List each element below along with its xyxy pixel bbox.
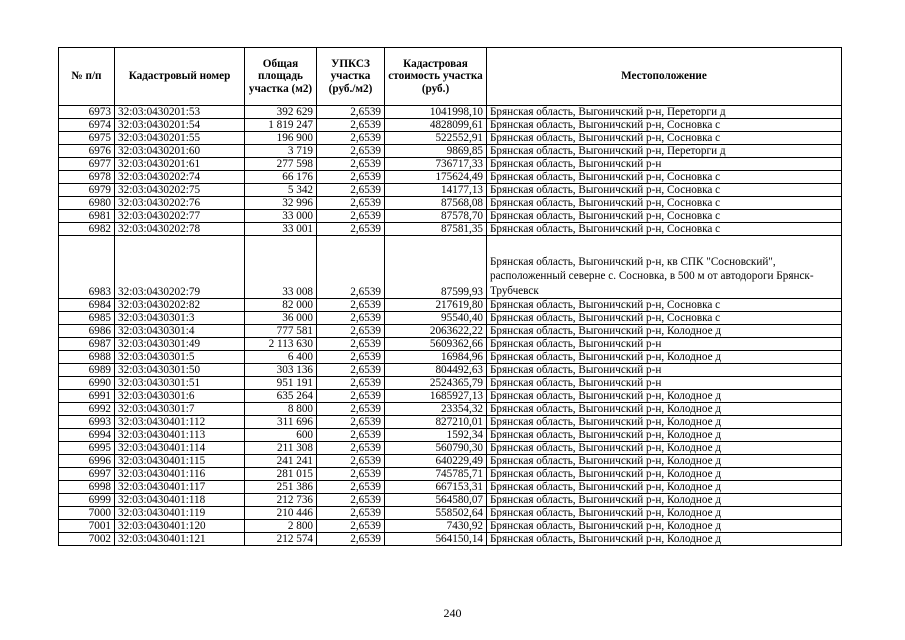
value-cell: 667153,31 bbox=[385, 481, 487, 494]
cadastral-number-cell: 32:03:0430301:50 bbox=[115, 364, 245, 377]
location-cell: Брянская область, Выгоничский р-н, Сосновка с bbox=[487, 210, 842, 223]
location-cell: Брянская область, Выгоничский р-н, Сосновка с bbox=[487, 299, 842, 312]
location-cell: Брянская область, Выгоничский р-н bbox=[487, 338, 842, 351]
table-row bbox=[59, 325, 842, 338]
upksz-cell: 2,6539 bbox=[317, 494, 385, 507]
area-cell: 951 191 bbox=[245, 377, 317, 390]
cadastral-number-cell: 32:03:0430401:116 bbox=[115, 468, 245, 481]
cadastral-number-cell: 32:03:0430202:79 bbox=[115, 236, 245, 299]
area-cell: 251 386 bbox=[245, 481, 317, 494]
value-cell: 804492,63 bbox=[385, 364, 487, 377]
area-cell: 32 996 bbox=[245, 197, 317, 210]
location-cell: Брянская область, Выгоничский р-н, Колодное д bbox=[487, 533, 842, 546]
location-cell: Брянская область, Выгоничский р-н, Колодное д bbox=[487, 494, 842, 507]
cadastral-number-cell: 32:03:0430201:54 bbox=[115, 119, 245, 132]
row-num-cell: 7002 bbox=[59, 533, 115, 546]
cadastral-number-cell: 32:03:0430301:7 bbox=[115, 403, 245, 416]
row-num-cell: 6980 bbox=[59, 197, 115, 210]
row-num-cell: 6973 bbox=[59, 106, 115, 119]
row-num-cell: 6993 bbox=[59, 416, 115, 429]
value-cell: 14177,13 bbox=[385, 184, 487, 197]
row-num-cell: 6994 bbox=[59, 429, 115, 442]
page-number: 240 bbox=[443, 606, 462, 620]
row-num-cell: 7000 bbox=[59, 507, 115, 520]
table-row bbox=[59, 494, 842, 507]
value-cell: 564580,07 bbox=[385, 494, 487, 507]
header-value: Кадастровая стоимость участка (руб.) bbox=[385, 48, 487, 106]
cadastral-number-cell: 32:03:0430201:55 bbox=[115, 132, 245, 145]
value-cell: 87568,08 bbox=[385, 197, 487, 210]
table-row bbox=[59, 442, 842, 455]
location-cell: Брянская область, Выгоничский р-н bbox=[487, 364, 842, 377]
row-num-cell: 6986 bbox=[59, 325, 115, 338]
location-cell: Брянская область, Выгоничский р-н, Переторги д bbox=[487, 106, 842, 119]
upksz-cell: 2,6539 bbox=[317, 403, 385, 416]
table-row bbox=[59, 429, 842, 442]
location-cell: Брянская область, Выгоничский р-н, Сосновка с bbox=[487, 132, 842, 145]
location-cell: Брянская область, Выгоничский р-н, Колодное д bbox=[487, 442, 842, 455]
upksz-cell: 2,6539 bbox=[317, 468, 385, 481]
upksz-cell: 2,6539 bbox=[317, 184, 385, 197]
cadastral-number-cell: 32:03:0430401:120 bbox=[115, 520, 245, 533]
header-location: Местоположение bbox=[487, 48, 842, 106]
row-num-cell: 6975 bbox=[59, 132, 115, 145]
area-cell: 8 800 bbox=[245, 403, 317, 416]
value-cell: 16984,96 bbox=[385, 351, 487, 364]
row-num-cell: 6991 bbox=[59, 390, 115, 403]
row-num-cell: 6978 bbox=[59, 171, 115, 184]
upksz-cell: 2,6539 bbox=[317, 481, 385, 494]
location-cell: Брянская область, Выгоничский р-н bbox=[487, 377, 842, 390]
row-num-cell: 6981 bbox=[59, 210, 115, 223]
table-row bbox=[59, 338, 842, 351]
area-cell: 210 446 bbox=[245, 507, 317, 520]
location-cell: Брянская область, Выгоничский р-н, Переторги д bbox=[487, 145, 842, 158]
location-cell: Брянская область, Выгоничский р-н, Колодное д bbox=[487, 520, 842, 533]
cadastral-number-cell: 32:03:0430401:115 bbox=[115, 455, 245, 468]
table-row bbox=[59, 171, 842, 184]
location-cell: Брянская область, Выгоничский р-н, Колодное д bbox=[487, 468, 842, 481]
upksz-cell: 2,6539 bbox=[317, 210, 385, 223]
value-cell: 558502,64 bbox=[385, 507, 487, 520]
location-cell: Брянская область, Выгоничский р-н, Колодное д bbox=[487, 507, 842, 520]
cadastral-number-cell: 32:03:0430202:77 bbox=[115, 210, 245, 223]
value-cell: 9869,85 bbox=[385, 145, 487, 158]
cadastral-number-cell: 32:03:0430202:75 bbox=[115, 184, 245, 197]
value-cell: 522552,91 bbox=[385, 132, 487, 145]
table-row bbox=[59, 507, 842, 520]
value-cell: 2524365,79 bbox=[385, 377, 487, 390]
cadastral-number-cell: 32:03:0430401:118 bbox=[115, 494, 245, 507]
area-cell: 311 696 bbox=[245, 416, 317, 429]
location-cell: Брянская область, Выгоничский р-н, Сосновка с bbox=[487, 171, 842, 184]
value-cell: 1685927,13 bbox=[385, 390, 487, 403]
location-cell: Брянская область, Выгоничский р-н, Колодное д bbox=[487, 429, 842, 442]
upksz-cell: 2,6539 bbox=[317, 158, 385, 171]
cadastral-table bbox=[58, 47, 842, 546]
upksz-cell: 2,6539 bbox=[317, 390, 385, 403]
cadastral-number-cell: 32:03:0430401:114 bbox=[115, 442, 245, 455]
value-cell: 5609362,66 bbox=[385, 338, 487, 351]
cadastral-number-cell: 32:03:0430301:51 bbox=[115, 377, 245, 390]
area-cell: 241 241 bbox=[245, 455, 317, 468]
row-num-cell: 6983 bbox=[59, 236, 115, 299]
row-num-cell: 6995 bbox=[59, 442, 115, 455]
cadastral-number-cell: 32:03:0430201:61 bbox=[115, 158, 245, 171]
cadastral-number-cell: 32:03:0430401:117 bbox=[115, 481, 245, 494]
row-num-cell: 6996 bbox=[59, 455, 115, 468]
cadastral-number-cell: 32:03:0430202:74 bbox=[115, 171, 245, 184]
upksz-cell: 2,6539 bbox=[317, 145, 385, 158]
value-cell: 560790,30 bbox=[385, 442, 487, 455]
location-cell: Брянская область, Выгоничский р-н, Колодное д bbox=[487, 403, 842, 416]
area-cell: 392 629 bbox=[245, 106, 317, 119]
upksz-cell: 2,6539 bbox=[317, 223, 385, 236]
cadastral-number-cell: 32:03:0430301:4 bbox=[115, 325, 245, 338]
value-cell: 640229,49 bbox=[385, 455, 487, 468]
row-num-cell: 6992 bbox=[59, 403, 115, 416]
area-cell: 33 000 bbox=[245, 210, 317, 223]
area-cell: 211 308 bbox=[245, 442, 317, 455]
row-num-cell: 6987 bbox=[59, 338, 115, 351]
table-row bbox=[59, 210, 842, 223]
table-row bbox=[59, 145, 842, 158]
table-row bbox=[59, 158, 842, 171]
upksz-cell: 2,6539 bbox=[317, 351, 385, 364]
value-cell: 2063622,22 bbox=[385, 325, 487, 338]
location-cell: Брянская область, Выгоничский р-н, Колодное д bbox=[487, 481, 842, 494]
value-cell: 217619,80 bbox=[385, 299, 487, 312]
area-cell: 777 581 bbox=[245, 325, 317, 338]
row-num-cell: 6990 bbox=[59, 377, 115, 390]
table-row bbox=[59, 132, 842, 145]
location-cell: Брянская область, Выгоничский р-н, Сосновка с bbox=[487, 119, 842, 132]
cadastral-number-cell: 32:03:0430301:6 bbox=[115, 390, 245, 403]
cadastral-number-cell: 32:03:0430401:119 bbox=[115, 507, 245, 520]
value-cell: 175624,49 bbox=[385, 171, 487, 184]
value-cell: 4828099,61 bbox=[385, 119, 487, 132]
row-num-cell: 6997 bbox=[59, 468, 115, 481]
table-row bbox=[59, 481, 842, 494]
area-cell: 600 bbox=[245, 429, 317, 442]
value-cell: 87581,35 bbox=[385, 223, 487, 236]
table-row bbox=[59, 197, 842, 210]
cadastral-number-cell: 32:03:0430202:78 bbox=[115, 223, 245, 236]
value-cell: 7430,92 bbox=[385, 520, 487, 533]
location-cell: Брянская область, Выгоничский р-н, Сосновка с bbox=[487, 197, 842, 210]
table-row bbox=[59, 364, 842, 377]
area-cell: 277 598 bbox=[245, 158, 317, 171]
area-cell: 82 000 bbox=[245, 299, 317, 312]
location-cell: Брянская область, Выгоничский р-н, Сосновка с bbox=[487, 312, 842, 325]
row-num-cell: 6976 bbox=[59, 145, 115, 158]
location-cell: Брянская область, Выгоничский р-н, кв СПК "Сосновский", расположенный северне с. Сосновка, в 500 м от автодороги Брянск-Трубчевск bbox=[487, 236, 842, 299]
row-num-cell: 6985 bbox=[59, 312, 115, 325]
upksz-cell: 2,6539 bbox=[317, 442, 385, 455]
area-cell: 2 800 bbox=[245, 520, 317, 533]
value-cell: 736717,33 bbox=[385, 158, 487, 171]
area-cell: 196 900 bbox=[245, 132, 317, 145]
table-row bbox=[59, 236, 842, 299]
upksz-cell: 2,6539 bbox=[317, 106, 385, 119]
table-row bbox=[59, 299, 842, 312]
value-cell: 745785,71 bbox=[385, 468, 487, 481]
cadastral-number-cell: 32:03:0430201:53 bbox=[115, 106, 245, 119]
value-cell: 1592,34 bbox=[385, 429, 487, 442]
row-num-cell: 6979 bbox=[59, 184, 115, 197]
header-cadastral-number: Кадастровый номер bbox=[115, 48, 245, 106]
table-row bbox=[59, 377, 842, 390]
area-cell: 3 719 bbox=[245, 145, 317, 158]
header-num: № п/п bbox=[59, 48, 115, 106]
table-row bbox=[59, 455, 842, 468]
area-cell: 212 736 bbox=[245, 494, 317, 507]
cadastral-number-cell: 32:03:0430401:112 bbox=[115, 416, 245, 429]
area-cell: 5 342 bbox=[245, 184, 317, 197]
location-cell: Брянская область, Выгоничский р-н, Колодное д bbox=[487, 351, 842, 364]
upksz-cell: 2,6539 bbox=[317, 338, 385, 351]
row-num-cell: 7001 bbox=[59, 520, 115, 533]
area-cell: 33 001 bbox=[245, 223, 317, 236]
location-cell: Брянская область, Выгоничский р-н, Колодное д bbox=[487, 416, 842, 429]
table-row bbox=[59, 468, 842, 481]
upksz-cell: 2,6539 bbox=[317, 416, 385, 429]
value-cell: 827210,01 bbox=[385, 416, 487, 429]
cadastral-number-cell: 32:03:0430401:121 bbox=[115, 533, 245, 546]
upksz-cell: 2,6539 bbox=[317, 236, 385, 299]
table-body bbox=[59, 106, 842, 546]
upksz-cell: 2,6539 bbox=[317, 312, 385, 325]
upksz-cell: 2,6539 bbox=[317, 455, 385, 468]
area-cell: 1 819 247 bbox=[245, 119, 317, 132]
upksz-cell: 2,6539 bbox=[317, 520, 385, 533]
location-cell: Брянская область, Выгоничский р-н, Сосновка с bbox=[487, 223, 842, 236]
area-cell: 212 574 bbox=[245, 533, 317, 546]
value-cell: 87578,70 bbox=[385, 210, 487, 223]
row-num-cell: 6977 bbox=[59, 158, 115, 171]
cadastral-number-cell: 32:03:0430301:3 bbox=[115, 312, 245, 325]
cadastral-number-cell: 32:03:0430301:5 bbox=[115, 351, 245, 364]
upksz-cell: 2,6539 bbox=[317, 299, 385, 312]
area-cell: 6 400 bbox=[245, 351, 317, 364]
header-area: Общая площадь участка (м2) bbox=[245, 48, 317, 106]
row-num-cell: 6974 bbox=[59, 119, 115, 132]
upksz-cell: 2,6539 bbox=[317, 364, 385, 377]
table-row bbox=[59, 351, 842, 364]
upksz-cell: 2,6539 bbox=[317, 507, 385, 520]
area-cell: 635 264 bbox=[245, 390, 317, 403]
cadastral-number-cell: 32:03:0430202:76 bbox=[115, 197, 245, 210]
upksz-cell: 2,6539 bbox=[317, 119, 385, 132]
row-num-cell: 6989 bbox=[59, 364, 115, 377]
upksz-cell: 2,6539 bbox=[317, 533, 385, 546]
table-row bbox=[59, 184, 842, 197]
location-cell: Брянская область, Выгоничский р-н, Сосновка с bbox=[487, 184, 842, 197]
table-row bbox=[59, 416, 842, 429]
location-cell: Брянская область, Выгоничский р-н, Колодное д bbox=[487, 325, 842, 338]
area-cell: 281 015 bbox=[245, 468, 317, 481]
cadastral-number-cell: 32:03:0430401:113 bbox=[115, 429, 245, 442]
table-row bbox=[59, 520, 842, 533]
row-num-cell: 6999 bbox=[59, 494, 115, 507]
upksz-cell: 2,6539 bbox=[317, 197, 385, 210]
value-cell: 564150,14 bbox=[385, 533, 487, 546]
area-cell: 2 113 630 bbox=[245, 338, 317, 351]
upksz-cell: 2,6539 bbox=[317, 429, 385, 442]
area-cell: 303 136 bbox=[245, 364, 317, 377]
location-cell: Брянская область, Выгоничский р-н, Колодное д bbox=[487, 455, 842, 468]
area-cell: 66 176 bbox=[245, 171, 317, 184]
table-row bbox=[59, 223, 842, 236]
table-row bbox=[59, 312, 842, 325]
area-cell: 33 008 bbox=[245, 236, 317, 299]
table-row bbox=[59, 533, 842, 546]
table-header-row bbox=[59, 48, 842, 106]
table-row bbox=[59, 403, 842, 416]
upksz-cell: 2,6539 bbox=[317, 171, 385, 184]
value-cell: 87599,93 bbox=[385, 236, 487, 299]
cadastral-number-cell: 32:03:0430202:82 bbox=[115, 299, 245, 312]
upksz-cell: 2,6539 bbox=[317, 325, 385, 338]
header-upksz: УПКСЗ участка (руб./м2) bbox=[317, 48, 385, 106]
row-num-cell: 6984 bbox=[59, 299, 115, 312]
row-num-cell: 6988 bbox=[59, 351, 115, 364]
table-row bbox=[59, 106, 842, 119]
row-num-cell: 6982 bbox=[59, 223, 115, 236]
cadastral-number-cell: 32:03:0430301:49 bbox=[115, 338, 245, 351]
table-row bbox=[59, 390, 842, 403]
upksz-cell: 2,6539 bbox=[317, 377, 385, 390]
table-row bbox=[59, 119, 842, 132]
row-num-cell: 6998 bbox=[59, 481, 115, 494]
value-cell: 23354,32 bbox=[385, 403, 487, 416]
value-cell: 1041998,10 bbox=[385, 106, 487, 119]
upksz-cell: 2,6539 bbox=[317, 132, 385, 145]
value-cell: 95540,40 bbox=[385, 312, 487, 325]
location-cell: Брянская область, Выгоничский р-н, Колодное д bbox=[487, 390, 842, 403]
area-cell: 36 000 bbox=[245, 312, 317, 325]
cadastral-number-cell: 32:03:0430201:60 bbox=[115, 145, 245, 158]
location-cell: Брянская область, Выгоничский р-н bbox=[487, 158, 842, 171]
